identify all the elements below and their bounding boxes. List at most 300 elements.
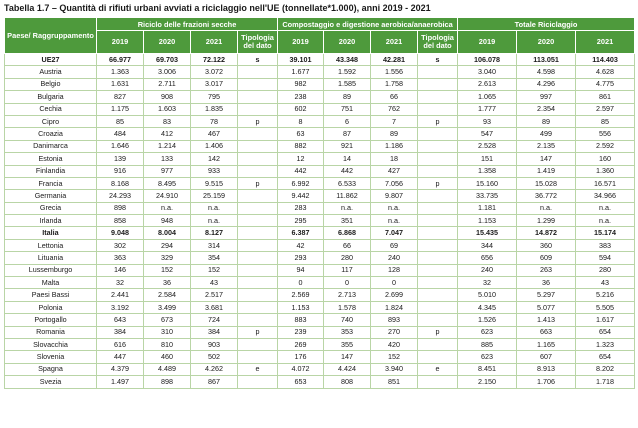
table-row	[5, 165, 635, 177]
value-cell: 1.360	[576, 165, 635, 177]
value-cell: 916	[97, 165, 144, 177]
country-cell: Irlanda	[5, 215, 97, 227]
value-cell: 355	[324, 338, 371, 350]
value-cell: 602	[278, 103, 324, 115]
value-cell: 360	[517, 239, 576, 251]
value-cell: 0	[371, 277, 418, 289]
value-cell: 5.505	[576, 301, 635, 313]
value-cell: 8.004	[144, 227, 191, 239]
value-cell: 5.077	[517, 301, 576, 313]
header-group-dry-fractions: Riciclo delle frazioni secche	[97, 18, 278, 31]
tipologia-cell	[238, 277, 278, 289]
value-cell: 15.174	[576, 227, 635, 239]
value-cell: 106.078	[458, 54, 517, 66]
value-cell: 1.646	[97, 140, 144, 152]
value-cell: 663	[517, 326, 576, 338]
table-row	[5, 338, 635, 350]
table-row	[5, 277, 635, 289]
value-cell: 556	[576, 128, 635, 140]
value-cell: 2.354	[517, 103, 576, 115]
value-cell: 1.406	[191, 140, 238, 152]
table-row	[5, 289, 635, 301]
value-cell: 8.451	[458, 363, 517, 375]
value-cell: 89	[371, 128, 418, 140]
value-cell: 1.706	[517, 376, 576, 388]
table-row	[5, 252, 635, 264]
tipologia-cell	[418, 165, 458, 177]
header-year: 2021	[191, 31, 238, 54]
value-cell: n.a.	[144, 202, 191, 214]
value-cell: 502	[191, 351, 238, 363]
header-country: Paese/ Raggruppamento	[5, 18, 97, 54]
tipologia-cell	[238, 153, 278, 165]
value-cell: 152	[371, 351, 418, 363]
value-cell: 85	[576, 115, 635, 127]
value-cell: 673	[144, 314, 191, 326]
value-cell: 9.515	[191, 177, 238, 189]
value-cell: 69.703	[144, 54, 191, 66]
table-row	[5, 376, 635, 388]
value-cell: 239	[278, 326, 324, 338]
value-cell: 827	[97, 91, 144, 103]
value-cell: 616	[97, 338, 144, 350]
value-cell: 447	[97, 351, 144, 363]
value-cell: 72.122	[191, 54, 238, 66]
value-cell: 263	[517, 264, 576, 276]
country-cell: Paesi Bassi	[5, 289, 97, 301]
tipologia-cell	[238, 128, 278, 140]
value-cell: 7.047	[371, 227, 418, 239]
tipologia-cell	[418, 351, 458, 363]
tipologia-cell	[238, 165, 278, 177]
table-title: Tabella 1.7 – Quantità di rifiuti urbani avviati a riciclaggio nell'UE (tonnellate*1.000), anni 2019 - 2021	[4, 3, 431, 13]
value-cell: 9.048	[97, 227, 144, 239]
tipologia-cell	[418, 140, 458, 152]
value-cell: 6.533	[324, 177, 371, 189]
value-cell: 1.617	[576, 314, 635, 326]
value-cell: 8.202	[576, 363, 635, 375]
value-cell: 43.348	[324, 54, 371, 66]
header-year: 2021	[371, 31, 418, 54]
value-cell: 24.910	[144, 190, 191, 202]
value-cell: 384	[97, 326, 144, 338]
value-cell: 5.010	[458, 289, 517, 301]
value-cell: 15.435	[458, 227, 517, 239]
value-cell: 885	[458, 338, 517, 350]
value-cell: 1.758	[371, 78, 418, 90]
header-year: 2020	[144, 31, 191, 54]
value-cell: 14	[324, 153, 371, 165]
tipologia-cell	[238, 239, 278, 251]
tipologia-cell	[238, 301, 278, 313]
tipologia-cell	[238, 190, 278, 202]
country-cell: Danimarca	[5, 140, 97, 152]
table-row	[5, 128, 635, 140]
value-cell: 1.777	[458, 103, 517, 115]
value-cell: 933	[191, 165, 238, 177]
value-cell: 4.379	[97, 363, 144, 375]
value-cell: 344	[458, 239, 517, 251]
value-cell: 653	[278, 376, 324, 388]
tipologia-cell	[238, 140, 278, 152]
table-row	[5, 314, 635, 326]
value-cell: 295	[278, 215, 324, 227]
value-cell: 87	[324, 128, 371, 140]
value-cell: 4.424	[324, 363, 371, 375]
value-cell: 2.597	[576, 103, 635, 115]
value-cell: 294	[144, 239, 191, 251]
value-cell: 8.127	[191, 227, 238, 239]
value-cell: 66	[324, 239, 371, 251]
value-cell: 427	[371, 165, 418, 177]
value-cell: 2.713	[324, 289, 371, 301]
value-cell: 442	[278, 165, 324, 177]
tipologia-cell	[418, 239, 458, 251]
value-cell: 15.028	[517, 177, 576, 189]
value-cell: 4.296	[517, 78, 576, 90]
value-cell: 85	[97, 115, 144, 127]
value-cell: 8	[278, 115, 324, 127]
value-cell: 861	[576, 91, 635, 103]
value-cell: 33.735	[458, 190, 517, 202]
value-cell: 133	[144, 153, 191, 165]
value-cell: 977	[144, 165, 191, 177]
value-cell: 4.345	[458, 301, 517, 313]
value-cell: 4.489	[144, 363, 191, 375]
tipologia-cell: p	[418, 177, 458, 189]
value-cell: 1.153	[458, 215, 517, 227]
value-cell: 1.186	[371, 140, 418, 152]
value-cell: 3.072	[191, 66, 238, 78]
value-cell: 810	[144, 338, 191, 350]
value-cell: n.a.	[371, 202, 418, 214]
value-cell: 32	[458, 277, 517, 289]
value-cell: 2.699	[371, 289, 418, 301]
value-cell: 460	[144, 351, 191, 363]
value-cell: 1.214	[144, 140, 191, 152]
tipologia-cell: p	[238, 177, 278, 189]
value-cell: 66	[371, 91, 418, 103]
table-row	[5, 202, 635, 214]
country-cell: Lituania	[5, 252, 97, 264]
value-cell: 1.603	[144, 103, 191, 115]
tipologia-cell	[238, 103, 278, 115]
value-cell: 656	[458, 252, 517, 264]
header-year: 2019	[278, 31, 324, 54]
value-cell: 1.835	[191, 103, 238, 115]
value-cell: 160	[576, 153, 635, 165]
table-row	[5, 115, 635, 127]
value-cell: 751	[324, 103, 371, 115]
value-cell: 2.584	[144, 289, 191, 301]
tipologia-cell	[418, 264, 458, 276]
value-cell: 39.101	[278, 54, 324, 66]
country-cell: Romania	[5, 326, 97, 338]
tipologia-cell	[418, 128, 458, 140]
value-cell: 0	[278, 277, 324, 289]
value-cell: 5.297	[517, 289, 576, 301]
value-cell: 1.585	[324, 78, 371, 90]
value-cell: 858	[97, 215, 144, 227]
value-cell: 467	[191, 128, 238, 140]
country-cell: Spagna	[5, 363, 97, 375]
value-cell: 152	[144, 264, 191, 276]
value-cell: 11.862	[324, 190, 371, 202]
value-cell: 1.718	[576, 376, 635, 388]
value-cell: 363	[97, 252, 144, 264]
tipologia-cell	[418, 227, 458, 239]
table-row	[5, 190, 635, 202]
value-cell: 9.807	[371, 190, 418, 202]
tipologia-cell	[238, 91, 278, 103]
value-cell: 3.192	[97, 301, 144, 313]
country-cell: Lussemburgo	[5, 264, 97, 276]
value-cell: 353	[324, 326, 371, 338]
value-cell: n.a.	[371, 215, 418, 227]
value-cell: 499	[517, 128, 576, 140]
country-cell: Cipro	[5, 115, 97, 127]
value-cell: n.a.	[191, 202, 238, 214]
value-cell: 42.281	[371, 54, 418, 66]
value-cell: 654	[576, 326, 635, 338]
value-cell: 1.677	[278, 66, 324, 78]
value-cell: 2.613	[458, 78, 517, 90]
country-cell: Italia	[5, 227, 97, 239]
tipologia-cell: p	[418, 115, 458, 127]
tipologia-cell: p	[238, 115, 278, 127]
value-cell: 4.598	[517, 66, 576, 78]
value-cell: 83	[144, 115, 191, 127]
value-cell: 1.631	[97, 78, 144, 90]
tipologia-cell	[238, 252, 278, 264]
value-cell: 908	[144, 91, 191, 103]
tipologia-cell	[418, 190, 458, 202]
value-cell: 921	[324, 140, 371, 152]
value-cell: 607	[517, 351, 576, 363]
value-cell: 32	[97, 277, 144, 289]
value-cell: 6.992	[278, 177, 324, 189]
header-year: 2020	[517, 31, 576, 54]
table-row	[5, 351, 635, 363]
value-cell: 762	[371, 103, 418, 115]
tipologia-cell	[418, 215, 458, 227]
value-cell: 89	[517, 115, 576, 127]
value-cell: 997	[517, 91, 576, 103]
value-cell: 4.628	[576, 66, 635, 78]
value-cell: 3.499	[144, 301, 191, 313]
tipologia-cell	[418, 103, 458, 115]
value-cell: 269	[278, 338, 324, 350]
country-cell: Grecia	[5, 202, 97, 214]
value-cell: 3.681	[191, 301, 238, 313]
value-cell: 2.150	[458, 376, 517, 388]
value-cell: 310	[144, 326, 191, 338]
tipologia-cell	[238, 202, 278, 214]
table-row	[5, 215, 635, 227]
country-cell: Lettonia	[5, 239, 97, 251]
tipologia-cell	[238, 264, 278, 276]
value-cell: 2.711	[144, 78, 191, 90]
table-row	[5, 54, 635, 66]
value-cell: 18	[371, 153, 418, 165]
value-cell: 128	[371, 264, 418, 276]
value-cell: 1.358	[458, 165, 517, 177]
value-cell: 903	[191, 338, 238, 350]
value-cell: 147	[517, 153, 576, 165]
value-cell: 36.772	[517, 190, 576, 202]
country-cell: Slovenia	[5, 351, 97, 363]
country-cell: UE27	[5, 54, 97, 66]
value-cell: 1.419	[517, 165, 576, 177]
value-cell: 8.495	[144, 177, 191, 189]
value-cell: 43	[191, 277, 238, 289]
value-cell: 6	[324, 115, 371, 127]
tipologia-cell	[238, 376, 278, 388]
table-row	[5, 326, 635, 338]
table-row	[5, 91, 635, 103]
value-cell: 93	[458, 115, 517, 127]
value-cell: n.a.	[324, 202, 371, 214]
header-group-total: Totale Riciclaggio	[458, 18, 635, 31]
value-cell: 4.072	[278, 363, 324, 375]
table-row	[5, 239, 635, 251]
value-cell: 6.387	[278, 227, 324, 239]
table-row	[5, 140, 635, 152]
value-cell: 113.051	[517, 54, 576, 66]
country-cell: Francia	[5, 177, 97, 189]
value-cell: 351	[324, 215, 371, 227]
table-row	[5, 264, 635, 276]
value-cell: 314	[191, 239, 238, 251]
value-cell: 484	[97, 128, 144, 140]
value-cell: 643	[97, 314, 144, 326]
value-cell: 724	[191, 314, 238, 326]
tipologia-cell: p	[418, 326, 458, 338]
table-row	[5, 66, 635, 78]
value-cell: 42	[278, 239, 324, 251]
tipologia-cell	[418, 301, 458, 313]
value-cell: 3.017	[191, 78, 238, 90]
country-cell: Finlandia	[5, 165, 97, 177]
value-cell: 151	[458, 153, 517, 165]
value-cell: 7	[371, 115, 418, 127]
value-cell: 948	[144, 215, 191, 227]
value-cell: 882	[278, 140, 324, 152]
value-cell: 1.592	[324, 66, 371, 78]
tipologia-cell	[418, 338, 458, 350]
value-cell: 1.175	[97, 103, 144, 115]
header-tipologia: Tipologia del dato	[418, 31, 458, 54]
country-cell: Germania	[5, 190, 97, 202]
value-cell: 36	[144, 277, 191, 289]
value-cell: 547	[458, 128, 517, 140]
value-cell: 1.497	[97, 376, 144, 388]
value-cell: 66.977	[97, 54, 144, 66]
value-cell: 4.775	[576, 78, 635, 90]
header-tipologia: Tipologia del dato	[238, 31, 278, 54]
value-cell: 89	[324, 91, 371, 103]
value-cell: 34.966	[576, 190, 635, 202]
value-cell: n.a.	[576, 215, 635, 227]
value-cell: 14.872	[517, 227, 576, 239]
value-cell: 1.065	[458, 91, 517, 103]
tipologia-cell	[418, 376, 458, 388]
country-cell: Belgio	[5, 78, 97, 90]
tipologia-cell	[418, 289, 458, 301]
tipologia-cell	[418, 66, 458, 78]
value-cell: 3.006	[144, 66, 191, 78]
country-cell: Malta	[5, 277, 97, 289]
value-cell: 36	[517, 277, 576, 289]
table-row	[5, 177, 635, 189]
value-cell: 2.135	[517, 140, 576, 152]
value-cell: 442	[324, 165, 371, 177]
value-cell: 2.528	[458, 140, 517, 152]
value-cell: 851	[371, 376, 418, 388]
value-cell: 24.293	[97, 190, 144, 202]
table-row	[5, 78, 635, 90]
value-cell: 240	[458, 264, 517, 276]
value-cell: 63	[278, 128, 324, 140]
value-cell: 2.592	[576, 140, 635, 152]
tipologia-cell	[238, 289, 278, 301]
tipologia-cell: s	[418, 54, 458, 66]
table-row	[5, 153, 635, 165]
value-cell: 69	[371, 239, 418, 251]
header-year: 2020	[324, 31, 371, 54]
table-row	[5, 301, 635, 313]
value-cell: 623	[458, 351, 517, 363]
value-cell: n.a.	[517, 202, 576, 214]
tipologia-cell: p	[238, 326, 278, 338]
value-cell: 654	[576, 351, 635, 363]
value-cell: 808	[324, 376, 371, 388]
table-row	[5, 363, 635, 375]
value-cell: 1.556	[371, 66, 418, 78]
value-cell: 795	[191, 91, 238, 103]
value-cell: 139	[97, 153, 144, 165]
value-cell: 1.526	[458, 314, 517, 326]
tipologia-cell	[238, 215, 278, 227]
value-cell: 16.571	[576, 177, 635, 189]
value-cell: 3.940	[371, 363, 418, 375]
table-row	[5, 227, 635, 239]
country-cell: Estonia	[5, 153, 97, 165]
tipologia-cell	[418, 91, 458, 103]
tipologia-cell	[238, 351, 278, 363]
value-cell: 270	[371, 326, 418, 338]
value-cell: 609	[517, 252, 576, 264]
value-cell: 25.159	[191, 190, 238, 202]
value-cell: 8.913	[517, 363, 576, 375]
tipologia-cell: s	[238, 54, 278, 66]
value-cell: 3.040	[458, 66, 517, 78]
table-body	[5, 54, 635, 389]
tipologia-cell	[418, 314, 458, 326]
value-cell: 142	[191, 153, 238, 165]
value-cell: 4.262	[191, 363, 238, 375]
value-cell: 152	[191, 264, 238, 276]
value-cell: 146	[97, 264, 144, 276]
recycling-table	[4, 17, 635, 389]
value-cell: 293	[278, 252, 324, 264]
tipologia-cell	[238, 78, 278, 90]
value-cell: 420	[371, 338, 418, 350]
tipologia-cell	[418, 202, 458, 214]
tipologia-cell: e	[418, 363, 458, 375]
value-cell: 1.299	[517, 215, 576, 227]
value-cell: 283	[278, 202, 324, 214]
